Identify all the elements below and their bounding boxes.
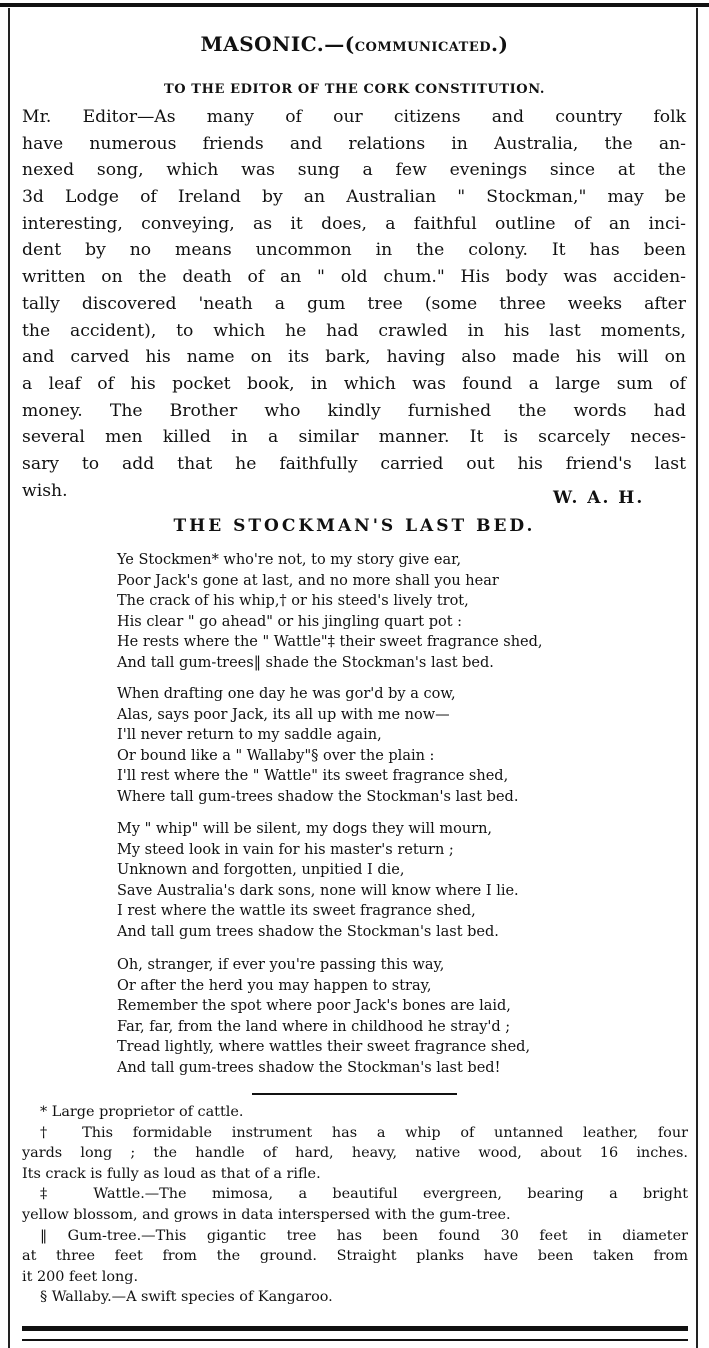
poem-line: Or bound like a " Wallaby"§ over the plain : (117, 747, 435, 764)
poem-line: And tall gum-trees shadow the Stockman's last bed! (117, 1059, 501, 1076)
letter-body (22, 104, 686, 504)
left-column-rule (8, 8, 10, 1348)
poem-stanza-3 (117, 819, 637, 943)
poem-line: He rests where the " Wattle"‡ their sweet fragrance shed, (117, 634, 543, 651)
poem-line: Oh, stranger, if ever you're passing this way, (117, 957, 445, 973)
poem-line: Unknown and forgotten, unpitied I die, (117, 862, 405, 879)
letter-line: 3d Lodge of Ireland by an Australian " Stockman," may be (22, 187, 686, 208)
poem-stanza-4 (117, 955, 637, 1079)
footnote-gum-tree-line: ‖ Gum-tree.—This gigantic tree has been found 30 feet in diameter (40, 1227, 688, 1244)
poem-title: THE STOCKMAN'S LAST BED. (173, 516, 536, 536)
footnote-gum-tree-line: at three feet from the ground. Straight planks have been taken from (22, 1248, 688, 1265)
letter-line: the accident), to which he had crawled in his last moments, (22, 320, 686, 341)
letter-line: wish. (22, 480, 68, 501)
footnote-whip-line: yards long ; the handle of hard, heavy, native wood, about 16 inches. (22, 1145, 688, 1162)
letter-line: have numerous friends and relations in Australia, the an- (22, 133, 686, 154)
poem-line: Or after the herd you may happen to stray, (117, 977, 432, 994)
poem-line: Alas, says poor Jack, its all up with me now— (117, 706, 450, 723)
poem-line: His clear " go ahead" or his jingling quart pot : (117, 613, 463, 630)
letter-line: Mr. Editor—As many of our citizens and country folk (22, 107, 686, 127)
footnote-whip-line: † This formidable instrument has a whip of untanned leather, four (40, 1124, 688, 1141)
footnote-cattle: * Large proprietor of cattle. (40, 1104, 244, 1120)
poem-stanza-1 (117, 550, 637, 674)
poem-line: Poor Jack's gone at last, and no more shall you hear (117, 572, 499, 589)
poem-line: Far, far, from the land where in childhood he stray'd ; (117, 1018, 511, 1035)
letter-line: and carved his name on its bark, having also made his will on (22, 347, 686, 368)
letter-line: nexed song, which was sung a few evenings since at the (22, 160, 686, 181)
poem-line: Remember the spot where poor Jack's bones are laid, (117, 998, 511, 1015)
footnote-whip-line: Its crack is fully as loud as that of a rifle. (22, 1165, 321, 1182)
poem-line: I rest where the wattle its sweet fragrance shed, (117, 903, 476, 920)
letter-line: sary to add that he faithfully carried out his friend's last (22, 453, 686, 474)
letter-line: written on the death of an " old chum." His body was acciden- (22, 267, 686, 288)
article-heading (0, 32, 709, 56)
poem-line: My steed look in vain for his master's return ; (117, 841, 454, 858)
bottom-rule-thin (22, 1339, 688, 1341)
poem-line: Ye Stockmen* who're not, to my story give ear, (117, 552, 462, 568)
poem-line: And tall gum trees shadow the Stockman's last bed. (117, 923, 499, 940)
poem-stanza-2 (117, 684, 637, 808)
footnote-gum-tree-line: it 200 feet long. (22, 1268, 139, 1285)
poem-line: Save Australia's dark sons, none will know where I lie. (117, 882, 519, 899)
letter-line: several men killed in a similar manner. It is scarcely neces- (22, 427, 686, 448)
letter-line: tally discovered 'neath a gum tree (some three weeks after (22, 293, 686, 314)
footnote-wattle-line: yellow blossom, and grows in data interspersed with the gum-tree. (22, 1206, 511, 1223)
signature: W. A. H. (553, 488, 645, 508)
letter-line: dent by no means uncommon in the colony. It has been (22, 240, 686, 261)
poem-line: The crack of his whip,† or his steed's lively trot, (117, 593, 469, 610)
right-column-rule (696, 8, 698, 1348)
poem-line: Tread lightly, where wattles their sweet fragrance shed, (117, 1039, 531, 1056)
letter-line: money. The Brother who kindly furnished the words had (22, 400, 686, 421)
footnotes (22, 1102, 688, 1308)
poem-line: My " whip" will be silent, my dogs they will mourn, (117, 821, 493, 837)
poem-line: I'll never return to my saddle again, (117, 727, 382, 744)
poem-line: Where tall gum-trees shadow the Stockman's last bed. (117, 788, 519, 805)
heading-main: MASONIC.—( (200, 32, 355, 56)
bottom-rule-thick (22, 1326, 688, 1331)
editor-heading: TO THE EDITOR OF THE CORK CONSTITUTION. (163, 82, 546, 97)
poem-line: And tall gum-trees‖ shade the Stockman's last bed. (117, 654, 494, 671)
footnote-wattle-line: ‡ Wattle.—The mimosa, a beautiful evergreen, bearing a bright (40, 1186, 688, 1203)
heading-close: .) (491, 32, 509, 56)
letter-line: interesting, conveying, as it does, a faithful outline of an inci- (22, 213, 686, 234)
footnote-wallaby: § Wallaby.—A swift species of Kangaroo. (40, 1289, 333, 1306)
letter-line: a leaf of his pocket book, in which was found a large sum of (22, 373, 686, 394)
heading-communicated: communicated (354, 35, 492, 56)
poem-line: I'll rest where the " Wattle" its sweet fragrance shed, (117, 768, 509, 785)
poem-line: When drafting one day he was gor'd by a cow, (117, 686, 456, 702)
poem-divider (252, 1093, 457, 1095)
top-rule (0, 3, 709, 7)
